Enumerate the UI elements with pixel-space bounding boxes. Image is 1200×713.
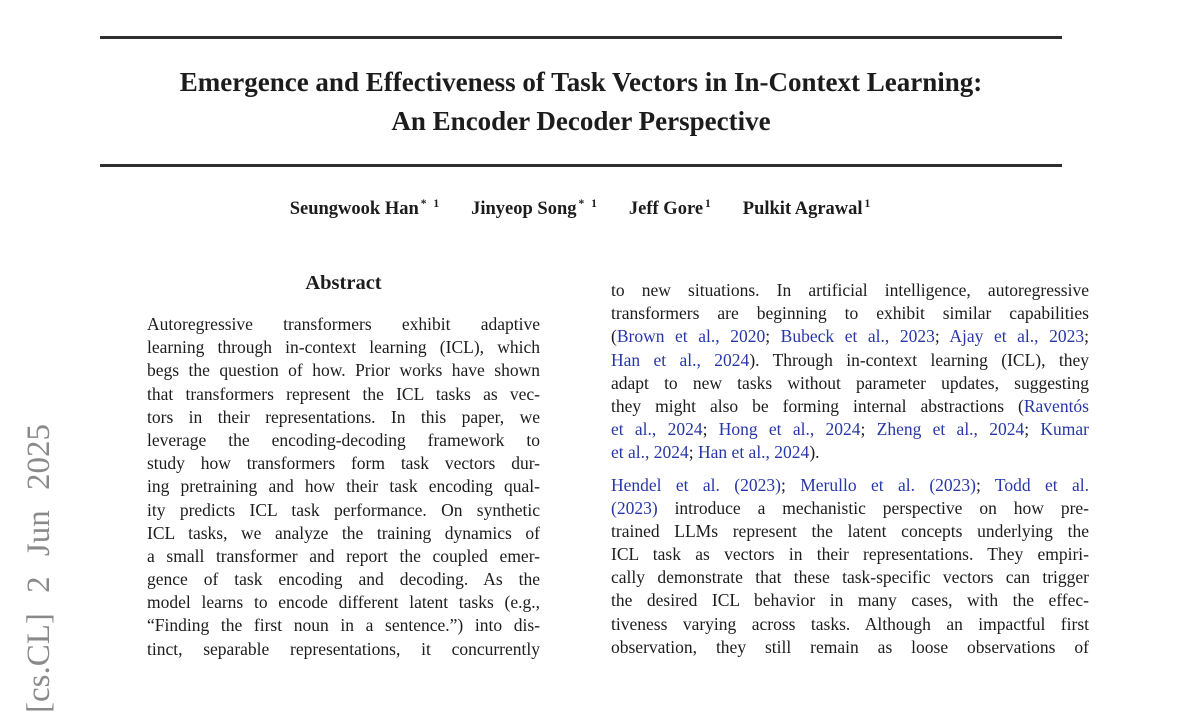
text-line [611,636,1089,659]
text-segment: ; [860,419,877,440]
text-line [611,520,1089,543]
text-line [611,395,1089,418]
abstract-heading: Abstract [305,272,382,294]
citation-link[interactable]: Merullo et al. (2023) [800,474,976,495]
text-segment: model learns to encode different latent tasks (e.g., [147,592,540,613]
top-rule [100,36,1062,39]
author [471,198,599,220]
citation-link[interactable]: et al., 2024 [611,442,689,463]
text-line [611,325,1089,348]
author-affiliation-marker: 1 [864,198,873,210]
author-name: Seungwook Han [289,199,419,220]
author-name: Jinyeop Song [471,199,577,220]
text-line [611,589,1089,612]
text-segment: leverage the encoding-decoding framework to [147,429,540,450]
text-segment: ; [765,326,781,347]
text-segment: ICL tasks, we analyze the training dynamics of [147,522,540,543]
text-line [147,591,540,614]
text-line [147,545,540,568]
citation-link[interactable]: Zheng et al., 2024 [876,419,1025,440]
text-segment: that transformers represent the ICL tasks as vec- [147,383,540,404]
text-line [147,568,540,591]
author-affiliation-marker: 1 [705,198,713,210]
citation-link[interactable]: Han et al., 2024 [698,442,810,463]
text-segment: ; [1084,326,1089,347]
text-segment: to new situations. In artificial intelligence, autoregressive [611,280,1089,300]
text-segment: study how transformers form task vectors dur- [147,453,540,474]
citation-link[interactable]: et al., 2024 [611,419,703,440]
citation-link[interactable]: (2023) [611,497,658,518]
abstract-column [147,272,540,661]
abstract-body [147,313,540,661]
text-segment: the desired ICL behavior in many cases, with the effec- [611,590,1089,611]
text-segment: ; [780,474,801,495]
author [290,198,441,220]
citation-link[interactable]: Han et al., 2024 [611,349,750,370]
text-segment: learning through in-context learning (ICL), which [147,337,540,358]
text-segment: begs the question of how. Prior works have shown [147,360,540,381]
citation-link[interactable]: Bubeck et al., 2023 [780,326,935,347]
text-segment: tiveness varying across tasks. Although an impactful first [611,613,1089,634]
author-affiliation-marker: * 1 [420,198,442,210]
text-segment: a small transformer and report the coupled emer- [147,545,540,566]
authors-row [100,198,1062,220]
text-segment: Autoregressive transformers exhibit adaptive [147,314,540,334]
arxiv-stamp: [cs.CL] 2 Jun 2025 [21,424,57,713]
text-line [147,336,540,359]
citation-link[interactable]: Brown et al., 2020 [616,326,766,347]
text-line [611,418,1089,441]
paper-title-line-1: Emergence and Effectiveness of Task Vectors in In-Context Learning: [179,67,983,97]
text-segment: gence of task encoding and decoding. As the [147,569,540,590]
text-segment: cally demonstrate that these task-specific vectors can trigger [611,567,1089,588]
text-segment: introduce a mechanistic perspective on how pre- [657,497,1089,518]
author-name: Jeff Gore [628,199,704,220]
text-line [611,474,1089,497]
text-segment: ). [809,442,820,463]
citation-link[interactable]: Todd et al. [994,474,1089,495]
paragraph [147,313,540,661]
author-affiliation-marker: * 1 [578,198,599,210]
text-line [147,313,540,336]
text-line [147,475,540,498]
text-line [147,406,540,429]
citation-link[interactable]: Ajay et al., 2023 [949,326,1085,347]
text-line [611,497,1089,520]
paper-title-line-2: An Encoder Decoder Perspective [391,106,771,136]
text-segment: adapt to new tasks without parameter updates, suggesting [611,372,1089,393]
text-segment: observation, they still remain as loose observations of [611,636,1089,657]
text-line [147,614,540,637]
text-line [147,429,540,452]
text-segment: ( [611,326,617,347]
text-line [611,613,1089,636]
text-segment: they might also be forming internal abstractions ( [611,395,1024,416]
text-segment: ; [975,474,995,495]
mid-rule [100,164,1062,167]
text-line [611,349,1089,372]
author-name: Pulkit Agrawal [742,199,863,220]
text-line [147,452,540,475]
text-line [611,372,1089,395]
text-segment: ing pretraining and how their task encoding qual- [147,476,540,497]
citation-link[interactable]: Raventós [1023,395,1089,416]
text-segment: ; [702,419,719,440]
text-segment: trained LLMs represent the latent concepts underlying the [611,520,1089,541]
text-segment: ICL task as vectors in their representations. They empiri- [611,544,1089,565]
text-segment: ; [688,442,699,463]
paper-title [100,63,1062,141]
text-line [147,499,540,522]
text-segment: ). Through in-context learning (ICL), they [749,349,1089,370]
text-segment: ; [934,326,950,347]
paragraph [611,474,1089,660]
text-segment: tinct, separable representations, it concurrently [147,638,540,659]
text-line [611,441,1089,464]
text-segment: ; [1024,419,1041,440]
author [629,198,713,220]
text-line [611,566,1089,589]
citation-link[interactable]: Kumar [1040,419,1089,440]
text-line [611,279,1089,302]
author [743,198,873,220]
citation-link[interactable]: Hendel et al. (2023) [611,474,781,495]
citation-link[interactable]: Hong et al., 2024 [718,419,861,440]
text-line [147,383,540,406]
text-line [147,638,540,661]
text-line [611,302,1089,325]
text-segment: ity predicts ICL task performance. On synthetic [147,499,540,520]
paragraph [611,279,1089,465]
text-line [611,543,1089,566]
text-segment: transformers are beginning to exhibit similar capabilities [611,303,1089,324]
text-line [147,359,540,382]
text-line [147,522,540,545]
text-segment: tors in their representations. In this paper, we [147,406,540,427]
text-segment: “Finding the first noun in a sentence.”) into dis- [147,615,540,636]
intro-column [611,279,1089,659]
